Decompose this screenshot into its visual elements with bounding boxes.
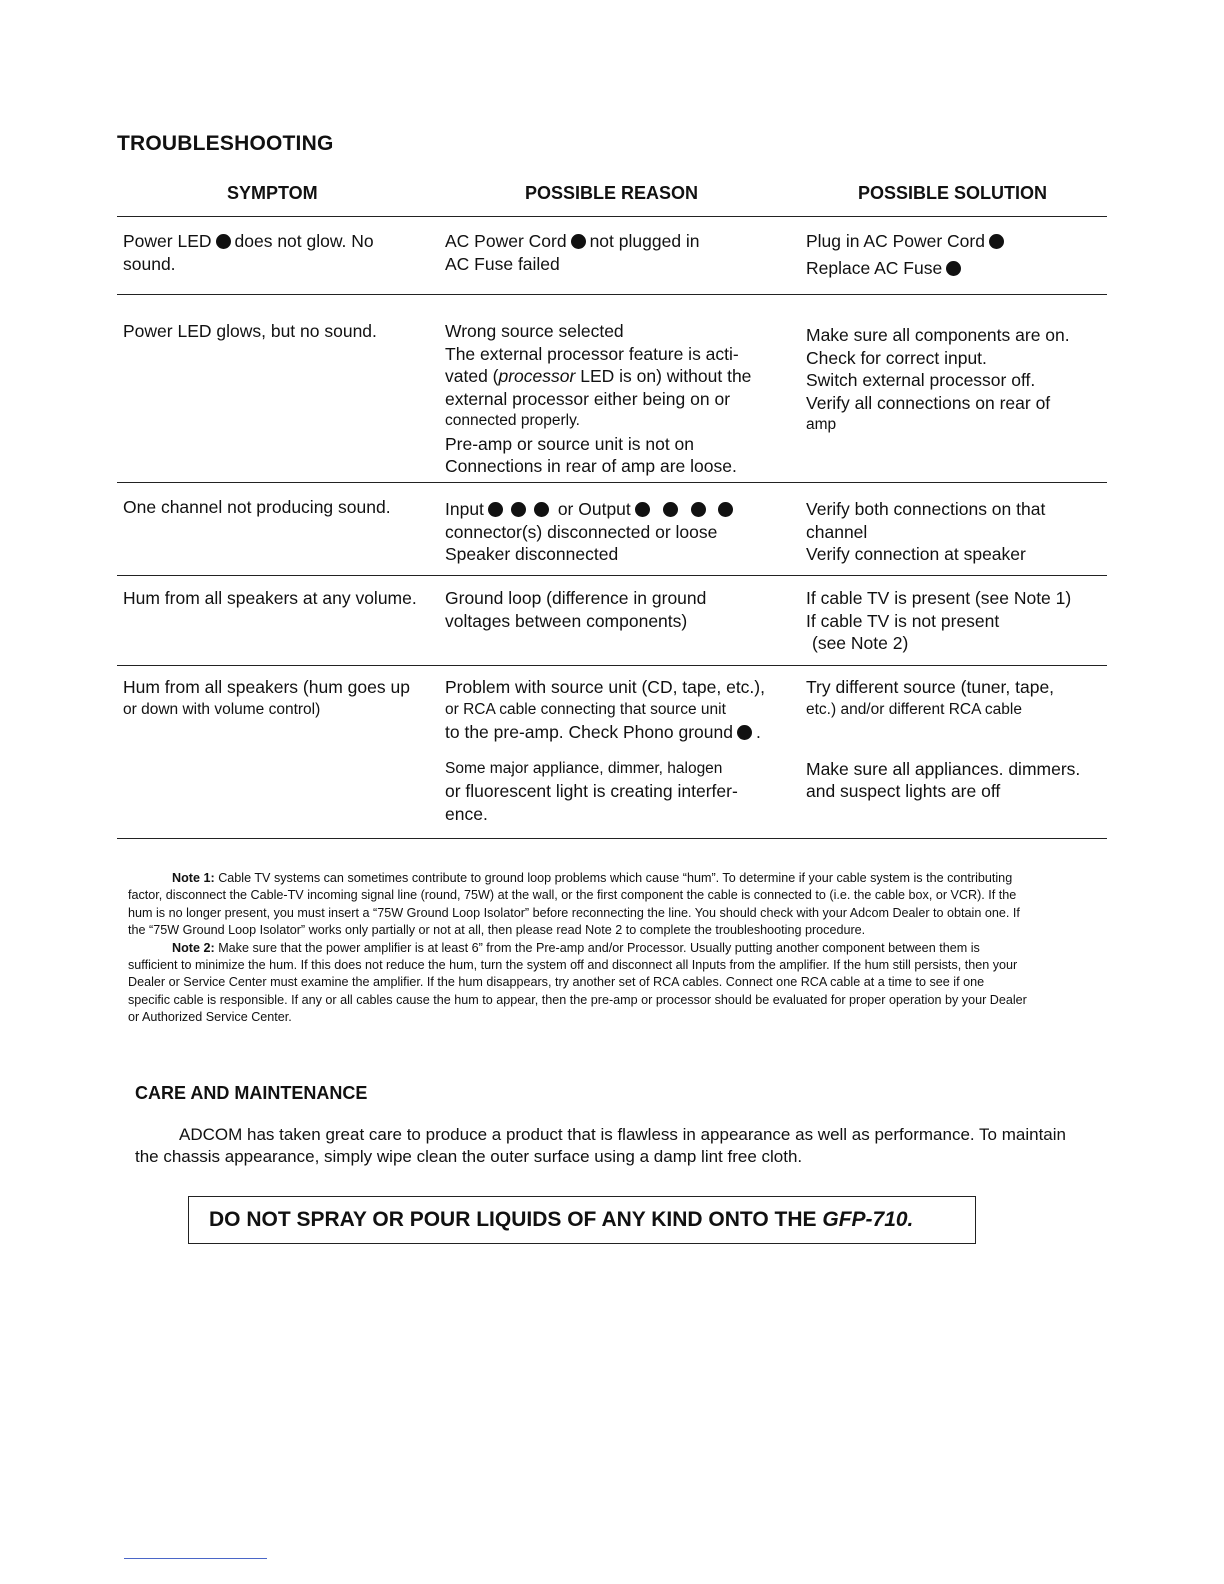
- text: external processor either being on or: [445, 388, 731, 409]
- text: connector(s) disconnected or loose: [445, 521, 718, 542]
- symptom-cell: [123, 496, 433, 519]
- power-cord-callout-icon: [989, 234, 1004, 249]
- text: Power LED glows, but no sound.: [123, 321, 377, 341]
- text: Verify both connections on that: [806, 499, 1046, 519]
- column-header-reason: POSSIBLE REASON: [525, 183, 699, 203]
- text: Speaker disconnected: [445, 544, 619, 564]
- output-connector-callout-icon: [663, 502, 678, 517]
- text: The external processor feature is acti-: [445, 343, 739, 364]
- text: Connections in rear of amp are loose.: [445, 456, 737, 476]
- notes-section: [128, 870, 1028, 1027]
- text: not plugged in: [589, 231, 700, 251]
- text: Make sure all components are on.: [806, 325, 1070, 345]
- text: Input: [445, 499, 484, 519]
- text: Hum from all speakers at any volume.: [123, 588, 417, 608]
- column-header-solution: POSSIBLE SOLUTION: [858, 183, 1048, 203]
- text: Verify connection at speaker: [806, 544, 1026, 564]
- input-connector-callout-icon: [534, 502, 549, 517]
- reason-cell: [445, 320, 785, 478]
- symptom-cell: [123, 587, 433, 610]
- column-header-symptom: SYMPTOM: [227, 183, 318, 203]
- care-heading: CARE AND MAINTENANCE: [135, 1083, 368, 1103]
- text: and suspect lights are off: [806, 781, 1001, 801]
- table-rule: [117, 482, 1107, 483]
- text: Make sure all appliances. dimmers.: [806, 758, 1081, 779]
- power-cord-callout-icon: [571, 234, 586, 249]
- phono-ground-callout-icon: [737, 725, 752, 740]
- symptom-cell: [123, 320, 433, 343]
- text: Problem with source unit (CD, tape, etc.),: [445, 677, 765, 697]
- model-name: GFP-710.: [822, 1208, 914, 1231]
- text: or down with volume control): [123, 700, 321, 718]
- note-label: Note 1:: [172, 871, 215, 885]
- table-rule: [117, 575, 1107, 576]
- warning-box: [188, 1196, 976, 1244]
- text: Try different source (tuner, tape,: [806, 677, 1055, 697]
- text: One channel not producing sound.: [123, 497, 391, 517]
- table-rule: [117, 294, 1107, 295]
- text: ence.: [445, 803, 488, 824]
- text: Pre-amp or source unit is not on: [445, 433, 695, 454]
- text: etc.) and/or different RCA cable: [806, 700, 1022, 718]
- text: vated (: [445, 366, 499, 386]
- output-connector-callout-icon: [718, 502, 733, 517]
- text: Replace AC Fuse: [806, 257, 943, 278]
- text: channel: [806, 521, 868, 542]
- note-label: Note 2:: [172, 940, 215, 955]
- footer-rule: [124, 1558, 267, 1559]
- text: AC Power Cord: [445, 231, 567, 251]
- reason-cell: [445, 587, 785, 632]
- solution-cell: [806, 498, 1106, 566]
- note-2: [128, 940, 1028, 1027]
- text: Wrong source selected: [445, 321, 624, 341]
- power-led-callout-icon: [216, 234, 231, 249]
- text: amp: [806, 416, 837, 433]
- text: Power LED: [123, 231, 212, 251]
- reason-cell: [445, 230, 785, 275]
- solution-cell: [806, 324, 1106, 437]
- table-rule: [117, 665, 1107, 666]
- text: or RCA cable connecting that source unit: [445, 700, 726, 718]
- text: .: [755, 722, 761, 742]
- symptom-cell: [123, 676, 433, 721]
- input-connector-callout-icon: [511, 502, 526, 517]
- text: Verify all connections on rear of: [806, 392, 1051, 413]
- reason-cell: [445, 676, 785, 825]
- text: connected properly.: [445, 412, 580, 429]
- text: Check for correct input.: [806, 347, 987, 368]
- text: AC Fuse failed: [445, 253, 560, 274]
- text: or fluorescent light is creating interfer-: [445, 781, 738, 801]
- text: Some major appliance, dimmer, halogen: [445, 759, 723, 777]
- text: Ground loop (difference in ground: [445, 588, 707, 608]
- text: DO NOT SPRAY OR POUR LIQUIDS OF ANY KIND ONTO THE: [209, 1208, 823, 1231]
- solution-cell: [806, 230, 1106, 279]
- solution-cell: [806, 676, 1106, 803]
- text: Hum from all speakers (hum goes up: [123, 677, 410, 697]
- warning-text: [209, 1208, 913, 1232]
- text: (see Note 2): [812, 633, 909, 653]
- text: processor: [498, 366, 576, 386]
- reason-cell: [445, 498, 785, 566]
- care-paragraph: [135, 1124, 1075, 1168]
- note-1: [128, 870, 1028, 940]
- text: or Output: [557, 499, 631, 519]
- text: does not glow. No: [234, 231, 374, 251]
- output-connector-callout-icon: [635, 502, 650, 517]
- table-rule: [117, 838, 1107, 839]
- solution-cell: [806, 587, 1106, 655]
- text: voltages between components): [445, 610, 688, 631]
- text: If cable TV is present (see Note 1): [806, 588, 1072, 608]
- page-title: TROUBLESHOOTING: [117, 132, 334, 155]
- text: If cable TV is not present: [806, 610, 1000, 631]
- text: ADCOM has taken great care to produce a product that is flawless in appearance as well as performance. To maintain the chassis appearance, simply wipe clean the outer surface using a damp lint free cloth.: [135, 1125, 1066, 1166]
- table-rule: [117, 216, 1107, 217]
- symptom-cell: [123, 230, 433, 275]
- note-text: Cable TV systems can sometimes contribute to ground loop problems which cause “hum”. To determine if your cable system is the contributing factor, disconnect the Cable-TV incoming signal line (round, 75W) at the wall, or the first component the cable is connected to (i.e. the cable box, or VCR). If the hum is no longer present, you must insert a “75W Ground Loop Isolator” before reconnecting the line. You should check with your Adcom Dealer to obtain one. If the “75W Ground Loop Isolator” works only partially or not at all, then please read Note 2 to complete the troubleshooting procedure.: [128, 871, 1020, 938]
- text: Switch external processor off.: [806, 370, 1036, 390]
- fuse-callout-icon: [946, 261, 961, 276]
- table-header: [117, 183, 1107, 207]
- note-text: Make sure that the power amplifier is at least 6” from the Pre-amp and/or Processor. Usually putting another component between them is sufficient to minimize the hum. If this does not reduce the hum, turn the system off and disconnect all Inputs from the amplifier. If the hum still persists, then your Dealer or Service Center must examine the amplifier. If the hum disappears, try another set of RCA cables. Connect one RCA cable at a time to see if one specific cable is responsible. If any or all cables cause the hum to appear, then the pre-amp or processor should be evaluated for proper operation by your Dealer or Authorized Service Center.: [128, 940, 1027, 1025]
- text: LED is on) without the: [575, 366, 752, 386]
- text: sound.: [123, 253, 176, 274]
- text: Plug in AC Power Cord: [806, 231, 985, 251]
- output-connector-callout-icon: [691, 502, 706, 517]
- input-connector-callout-icon: [488, 502, 503, 517]
- text: to the pre-amp. Check Phono ground: [445, 722, 733, 742]
